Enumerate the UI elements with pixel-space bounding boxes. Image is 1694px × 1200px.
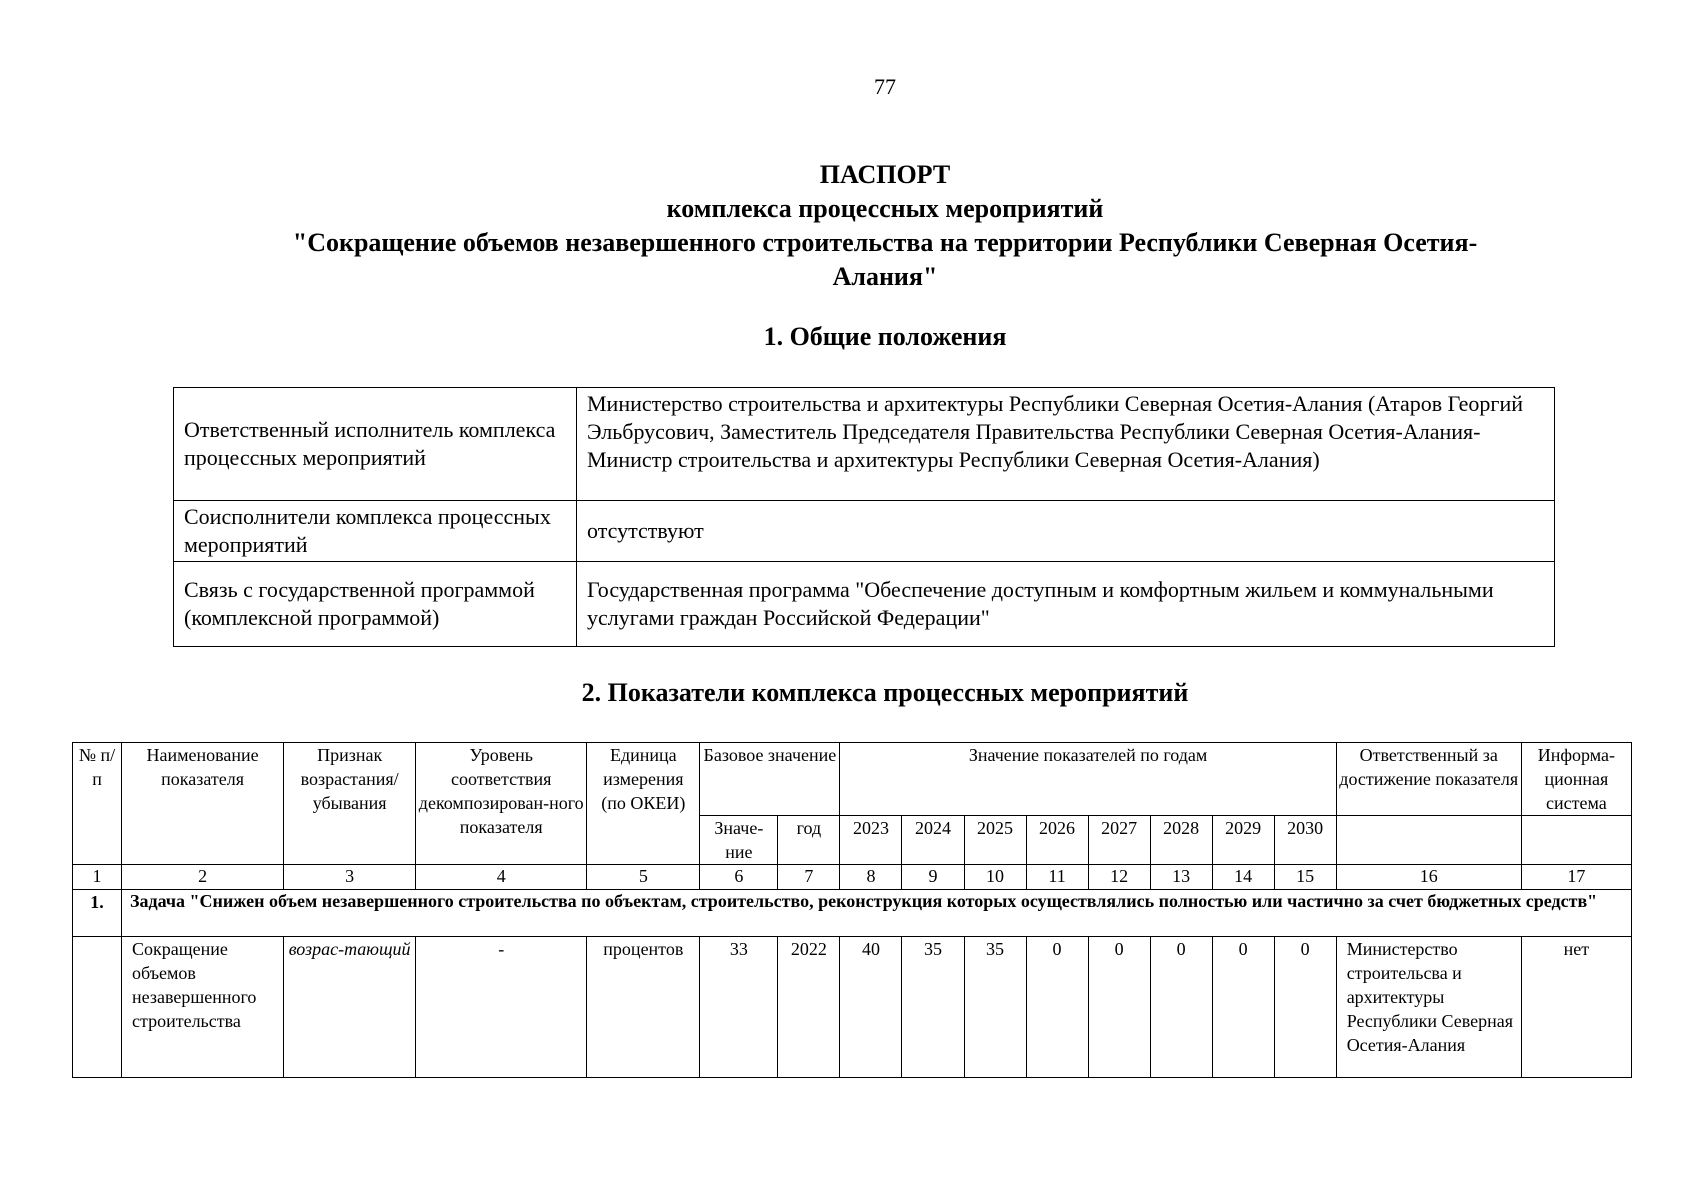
indicator-year-value: 35 (964, 937, 1026, 1078)
indicator-info-system: нет (1521, 937, 1631, 1078)
header-base: Базовое значение (700, 743, 840, 816)
indicator-year-value: 0 (1150, 937, 1212, 1078)
column-number: 4 (416, 865, 587, 890)
title-line-1: ПАСПОРТ (819, 160, 951, 189)
header-base-value: Значе-ние (700, 816, 778, 865)
indicator-level: - (416, 937, 587, 1078)
header-year: 2030 (1274, 816, 1336, 865)
header-year: 2023 (840, 816, 902, 865)
column-number-row (73, 865, 1632, 890)
row-value: Министерство строительства и архитектуры Республики Северная Осетия-Алания (Атаров Георгий Эльбрусович, Заместитель Председателя Правительства Республики Северная Осетия-Алания-Министр строительства и архитектуры Республики Северная Осетия-Алания) (577, 388, 1555, 501)
column-number: 6 (700, 865, 778, 890)
title-line-2: комплекса процессных мероприятий (666, 194, 1104, 223)
header-year: 2025 (964, 816, 1026, 865)
indicator-base-year: 2022 (778, 937, 840, 1078)
column-number: 14 (1212, 865, 1274, 890)
header-year: 2028 (1150, 816, 1212, 865)
row-label: Ответственный исполнитель комплекса процессных мероприятий (174, 388, 577, 501)
column-number: 8 (840, 865, 902, 890)
column-number: 16 (1336, 865, 1521, 890)
header-empty (1336, 816, 1521, 865)
indicator-year-value: 0 (1274, 937, 1336, 1078)
row-value: Государственная программа "Обеспечение доступным и комфортным жильем и коммунальными услугами граждан Российской Федерации" (577, 562, 1555, 647)
table-row (174, 562, 1555, 647)
row-label: Соисполнители комплекса процессных мероприятий (174, 501, 577, 562)
header-info-system: Информа-ционная система (1521, 743, 1631, 816)
section-1-heading: 1. Общие положения (763, 322, 1007, 351)
task-text: Задача "Снижен объем незавершенного строительства по объектам, строительство, реконструкция которых осуществлялись полностью или частично за счет бюджетных средств" (122, 890, 1632, 937)
column-number: 1 (73, 865, 122, 890)
table-row (174, 501, 1555, 562)
column-number: 7 (778, 865, 840, 890)
table-row (174, 388, 1555, 501)
row-label: Связь с государственной программой (комплексной программой) (174, 562, 577, 647)
header-trend: Признак возрастания/ убывания (284, 743, 416, 865)
header-row (73, 743, 1632, 816)
general-provisions-table (173, 387, 1555, 647)
table-row (73, 937, 1632, 1078)
column-number: 10 (964, 865, 1026, 890)
header-no: № п/п (73, 743, 122, 865)
header-responsible: Ответственный за достижение показателя (1336, 743, 1521, 816)
indicator-year-value: 40 (840, 937, 902, 1078)
title-line-3: "Сокращение объемов незавершенного строительства на территории Республики Северная Осетия-Алания" (292, 228, 1478, 291)
column-number: 3 (284, 865, 416, 890)
header-name: Наименование показателя (122, 743, 284, 865)
column-number: 11 (1026, 865, 1088, 890)
column-number: 15 (1274, 865, 1336, 890)
column-number: 12 (1088, 865, 1150, 890)
header-base-year: год (778, 816, 840, 865)
column-number: 17 (1521, 865, 1631, 890)
page-number: 77 (874, 74, 896, 99)
header-years-group: Значение показателей по годам (840, 743, 1336, 816)
column-number: 5 (587, 865, 700, 890)
header-year: 2027 (1088, 816, 1150, 865)
indicator-year-value: 35 (902, 937, 964, 1078)
row-number (73, 937, 122, 1078)
indicator-year-value: 0 (1212, 937, 1274, 1078)
indicator-base-value: 33 (700, 937, 778, 1078)
task-row (73, 890, 1632, 937)
indicator-year-value: 0 (1026, 937, 1088, 1078)
row-value: отсутствуют (577, 501, 1555, 562)
header-year: 2026 (1026, 816, 1088, 865)
indicator-responsible: Министерство строительсва и архитектуры Республики Северная Осетия-Алания (1336, 937, 1521, 1078)
indicator-trend: возрас-тающий (284, 937, 416, 1078)
header-unit: Единица измерения (по ОКЕИ) (587, 743, 700, 865)
indicator-year-value: 0 (1088, 937, 1150, 1078)
indicator-name: Сокращение объемов незавершенного строительства (122, 937, 284, 1078)
column-number: 2 (122, 865, 284, 890)
task-number: 1. (73, 890, 122, 937)
section-2-heading: 2. Показатели комплекса процессных мероприятий (581, 678, 1189, 707)
document-title (250, 158, 1520, 294)
indicator-unit: процентов (587, 937, 700, 1078)
header-empty (1521, 816, 1631, 865)
indicators-table (72, 742, 1632, 1078)
column-number: 13 (1150, 865, 1212, 890)
header-year: 2024 (902, 816, 964, 865)
column-number: 9 (902, 865, 964, 890)
header-level: Уровень соответствия декомпозирован-ного показателя (416, 743, 587, 865)
header-year: 2029 (1212, 816, 1274, 865)
